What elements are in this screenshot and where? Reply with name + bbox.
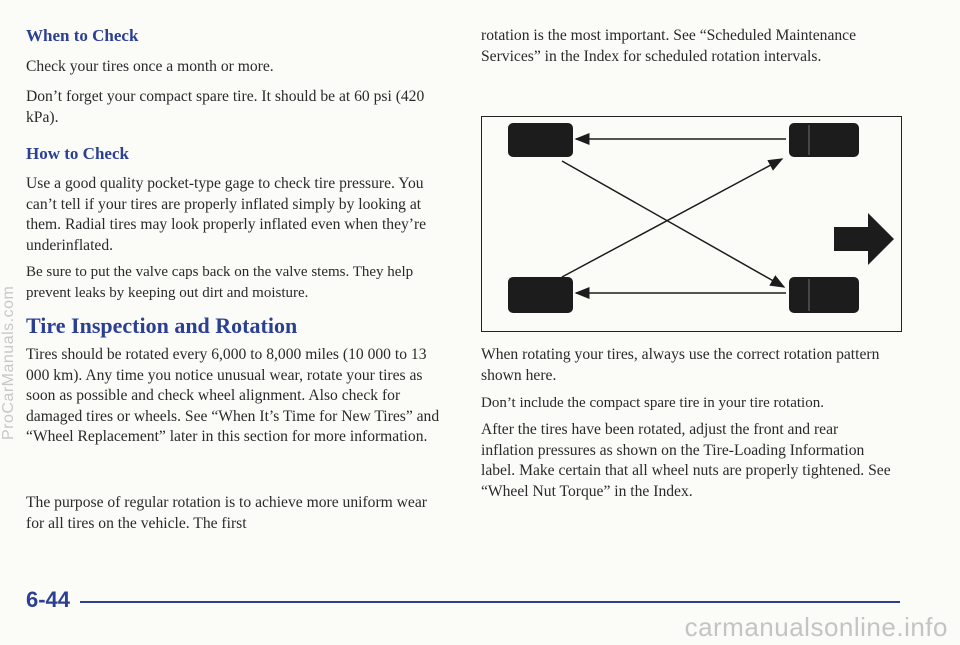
arrow-rear-left-to-front-right <box>562 159 782 277</box>
tire-rotation-diagram <box>481 116 902 332</box>
tire-front-left <box>508 123 573 157</box>
footer-rule <box>80 601 900 603</box>
paragraph-when-2: Don’t forget your compact spare tire. It should be at 60 psi (420 kPa). <box>26 88 425 126</box>
tire-rear-right <box>789 277 859 313</box>
paragraph-rotation-continued: rotation is the most important. See “Scheduled Maintenance Services” in the Index for scheduled rotation intervals. <box>481 27 857 65</box>
paragraph-right-3: After the tires have been rotated, adjust the front and rear inflation pressures as shown on the Tire-Loading Information label. Make certain that all wheel nuts are properly tightened. See “Wheel Nut Torque” in the Index. <box>481 421 891 500</box>
arrow-front-left-to-rear-right <box>562 161 784 287</box>
paragraph-rotation-1: Tires should be rotated every 6,000 to 8,000 miles (10 000 to 13 000 km). Any time you notice unusual wear, rotate your tires as soon as possible and check wheel alignment. Also check for damaged tires or wheels. See “When It’s Time for New Tires” and “Wheel Replacement” later in this section for more information. <box>26 346 440 445</box>
paragraph-right-1: When rotating your tires, always use the correct rotation pattern shown here. <box>481 346 880 384</box>
right-arrow-icon <box>834 213 894 265</box>
tire-rear-left <box>508 277 573 313</box>
heading-how-to-check: How to Check <box>26 144 129 163</box>
paragraph-how-2: Be sure to put the valve caps back on the valve stems. They help prevent leaks by keeping out dirt and moisture. <box>26 264 414 301</box>
watermark-side: ProCarManuals.com <box>0 285 17 440</box>
paragraph-how-1: Use a good quality pocket-type gage to check tire pressure. You can’t tell if your tires are properly inflated simply by looking at them. Radial tires may look properly inflated even when they’re underinflated. <box>26 175 427 254</box>
tire-front-right <box>789 123 859 157</box>
heading-when-to-check: When to Check <box>26 26 139 45</box>
rotation-pattern-svg <box>482 117 901 331</box>
heading-tire-inspection-rotation: Tire Inspection and Rotation <box>26 313 298 338</box>
paragraph-right-2: Don’t include the compact spare tire in your tire rotation. <box>481 395 824 411</box>
watermark-bottom: carmanualsonline.info <box>684 612 948 642</box>
page-number: 6-44 <box>26 587 71 612</box>
paragraph-when-1: Check your tires once a month or more. <box>26 58 274 75</box>
paragraph-rotation-2: The purpose of regular rotation is to achieve more uniform wear for all tires on the vehicle. The first <box>26 494 427 532</box>
